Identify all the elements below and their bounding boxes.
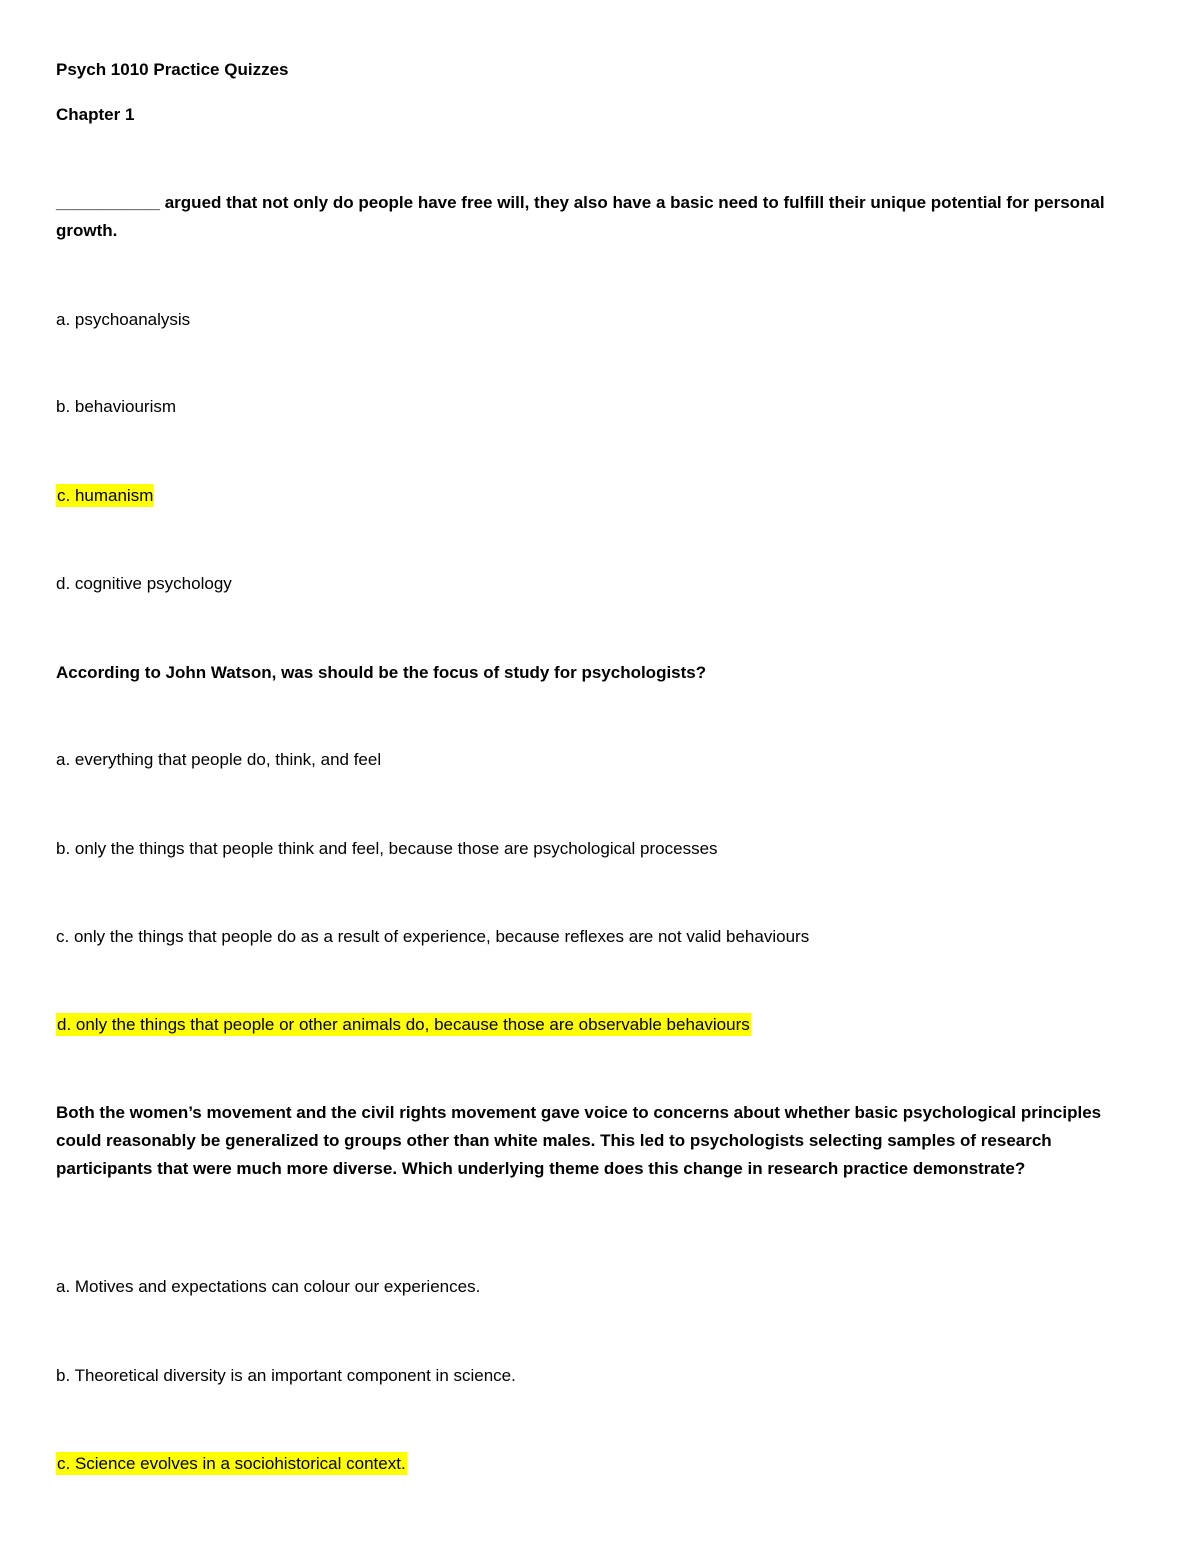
answer-highlight: d. only the things that people or other animals do, because those are observable behaviours: [57, 1015, 750, 1034]
question-2-option-a: a. everything that people do, think, and feel: [56, 750, 382, 769]
chapter-heading: Chapter 1: [56, 105, 135, 124]
question-1-option-d: d. cognitive psychology: [56, 574, 232, 593]
question-3-option-b: b. Theoretical diversity is an important component in science.: [56, 1366, 516, 1385]
question-2-option-b: b. only the things that people think and feel, because those are psychological processes: [56, 839, 718, 858]
question-1-option-a: a. psychoanalysis: [56, 310, 191, 329]
question-1-option-b: b. behaviourism: [56, 397, 177, 416]
question-2-prompt: According to John Watson, was should be the focus of study for psychologists?: [56, 663, 707, 682]
question-1-prompt: ___________ argued that not only do people have free will, they also have a basic need to fulfill their unique potential for personal growth.: [56, 193, 1105, 240]
document-title: Psych 1010 Practice Quizzes: [56, 60, 289, 79]
question-3-option-a: a. Motives and expectations can colour our experiences.: [56, 1277, 481, 1296]
question-3-option-c-correct: [56, 1450, 407, 1478]
question-1-option-c-correct: [56, 482, 154, 510]
question-3-prompt: Both the women’s movement and the civil rights movement gave voice to concerns about whether basic psychological principles could reasonably be generalized to groups other than white males. This led to psychologists selecting samples of research participants that were much more diverse. Which underlying theme does this change in research practice demonstrate?: [56, 1103, 1102, 1178]
question-2-option-c: c. only the things that people do as a result of experience, because reflexes are not valid behaviours: [56, 927, 810, 946]
question-2-option-d-correct: [56, 1011, 751, 1039]
answer-highlight: c. Science evolves in a sociohistorical context.: [57, 1454, 406, 1473]
answer-highlight: c. humanism: [57, 486, 154, 505]
